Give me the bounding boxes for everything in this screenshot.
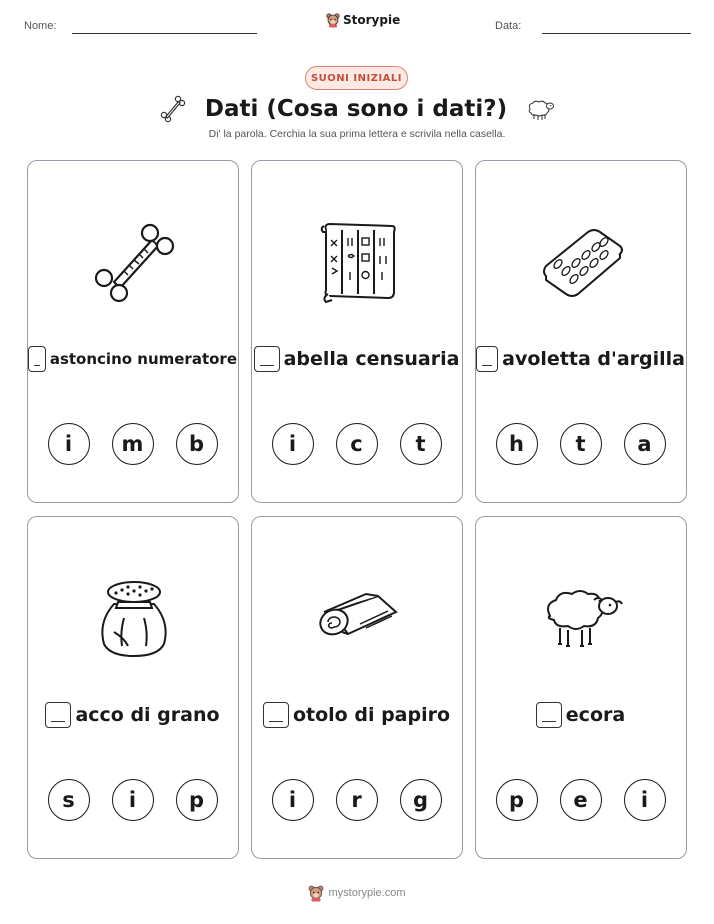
answer-box[interactable] <box>536 702 562 728</box>
sheep-icon <box>532 572 632 662</box>
letter-choice[interactable]: m <box>112 423 154 465</box>
letter-choice[interactable]: r <box>336 779 378 821</box>
letter-choice[interactable]: t <box>560 423 602 465</box>
letter-choice[interactable]: i <box>48 423 90 465</box>
word-row <box>252 346 461 372</box>
grain-sack-icon <box>84 572 184 662</box>
word-card-1 <box>27 160 239 503</box>
word-ending: ecora <box>565 704 626 726</box>
word-row <box>252 702 461 728</box>
letter-choice[interactable]: s <box>48 779 90 821</box>
letter-choice[interactable]: i <box>272 779 314 821</box>
answer-box[interactable] <box>263 702 289 728</box>
word-card-5 <box>251 516 463 859</box>
letter-choice[interactable]: t <box>400 423 442 465</box>
word-card-2 <box>251 160 463 503</box>
answer-box[interactable] <box>476 346 498 372</box>
word-row <box>28 702 237 728</box>
word-ending: acco di grano <box>75 704 220 726</box>
instructions: Di' la parola. Cerchia la sua prima lettera e scrivila nella casella. <box>208 128 506 140</box>
letter-choice[interactable]: p <box>176 779 218 821</box>
date-line[interactable] <box>542 33 691 34</box>
letter-choices <box>28 779 237 821</box>
date-label: Data: <box>495 20 522 32</box>
letter-choice[interactable]: i <box>272 423 314 465</box>
bone-icon <box>159 94 187 124</box>
title-row <box>0 90 714 128</box>
letter-choice[interactable]: h <box>496 423 538 465</box>
brand-name: Storypie <box>343 13 401 27</box>
letter-choices <box>252 779 461 821</box>
sheep-icon <box>525 97 555 121</box>
papyrus-roll-icon <box>308 572 408 662</box>
name-label: Nome: <box>24 20 57 32</box>
bear-mascot-icon <box>326 12 340 28</box>
letter-choices <box>28 423 237 465</box>
letter-choice[interactable]: i <box>112 779 154 821</box>
topic-badge: SUONI INIZIALI <box>305 66 408 90</box>
letter-choices <box>476 779 685 821</box>
word-card-4 <box>27 516 239 859</box>
answer-box[interactable] <box>45 702 71 728</box>
letter-choice[interactable]: g <box>400 779 442 821</box>
word-card-6 <box>475 516 687 859</box>
page-title: Dati (Cosa sono i dati?) <box>204 96 508 122</box>
bear-mascot-icon <box>308 884 324 902</box>
bone-icon <box>84 216 184 306</box>
word-card-3 <box>475 160 687 503</box>
letter-choice[interactable]: p <box>496 779 538 821</box>
worksheet-header <box>0 0 714 50</box>
letter-choices <box>252 423 461 465</box>
letter-choices <box>476 423 685 465</box>
letter-choice[interactable]: e <box>560 779 602 821</box>
footer-url[interactable]: mystorypie.com <box>328 887 406 899</box>
brand-logo <box>326 12 400 28</box>
letter-choice[interactable]: c <box>336 423 378 465</box>
name-line[interactable] <box>72 33 257 34</box>
answer-box[interactable] <box>254 346 280 372</box>
word-ending: otolo di papiro <box>292 704 451 726</box>
word-row <box>28 346 237 372</box>
word-row <box>476 346 685 372</box>
word-row <box>476 702 685 728</box>
letter-choice[interactable]: a <box>624 423 666 465</box>
census-scroll-icon <box>308 216 408 306</box>
clay-tablet-icon <box>532 216 632 306</box>
word-ending: avoletta d'argilla <box>502 348 685 370</box>
footer <box>0 884 714 902</box>
letter-choice[interactable]: b <box>176 423 218 465</box>
word-ending: astoncino numeratore <box>49 350 237 368</box>
answer-box[interactable] <box>28 346 46 372</box>
letter-choice[interactable]: i <box>624 779 666 821</box>
word-ending: abella censuaria <box>283 348 460 370</box>
